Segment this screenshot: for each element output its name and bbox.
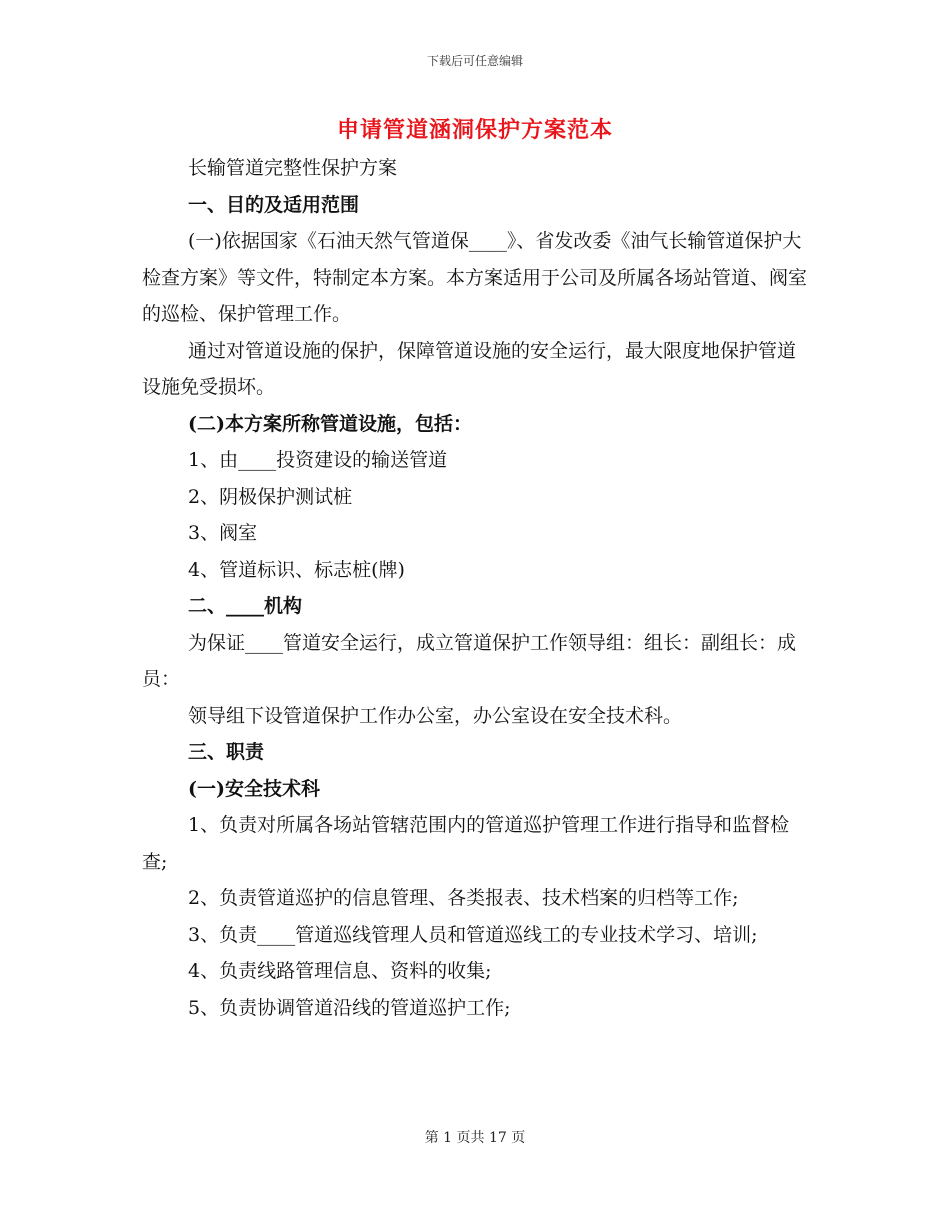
list-item: 4、管道标识、标志桩(牌) xyxy=(188,558,405,581)
document-body xyxy=(142,150,810,1026)
page-footer: 第 1 页共 17 页 xyxy=(424,1130,526,1146)
subsection-heading: (一)安全技术科 xyxy=(188,777,320,800)
section-heading-1: 一、目的及适用范围 xyxy=(188,193,360,216)
list-item: 1、由____投资建设的输送管道 xyxy=(188,449,448,471)
list-item: 3、阀室 xyxy=(188,522,258,544)
body-paragraph: (一)依据国家《石油天然气管道保____》、省发改委《油气长输管道保护大检查方案》等文件，特制定本方案。本方案适用于公司及所属各场站管道、阀室的巡检、保护管理工作。 xyxy=(142,230,808,325)
list-item: 2、阴极保护测试桩 xyxy=(188,485,353,508)
body-paragraph: 为保证____管道安全运行，成立管道保护工作领导组：组长：副组长：成员： xyxy=(142,631,797,690)
body-paragraph: 通过对管道设施的保护，保障管道设施的安全运行，最大限度地保护管道设施免受损坏。 xyxy=(142,339,797,398)
list-item: 5、负责协调管道沿线的管道巡护工作; xyxy=(188,996,511,1019)
section-heading-2: 二、____机构 xyxy=(188,595,303,617)
list-item: 4、负责线路管理信息、资料的收集; xyxy=(188,960,492,982)
subtitle-paragraph: 长输管道完整性保护方案 xyxy=(188,157,398,179)
list-item: 1、负责对所属各场站管辖范围内的管道巡护管理工作进行指导和监督检查; xyxy=(142,814,790,873)
document-title: 申请管道涵洞保护方案范本 xyxy=(336,117,613,143)
body-paragraph: 领导组下设管道保护工作办公室，办公室设在安全技术科。 xyxy=(188,704,683,727)
list-item: 2、负责管道巡护的信息管理、各类报表、技术档案的归档等工作; xyxy=(188,887,739,909)
section-heading-3: 三、职责 xyxy=(188,741,265,763)
list-item: 3、负责____管道巡线管理人员和管道巡线工的专业技术学习、培训; xyxy=(188,923,758,946)
page-header: 下载后可任意编辑 xyxy=(426,54,523,68)
subsection-heading: (二)本方案所称管道设施，包括： xyxy=(188,412,472,435)
